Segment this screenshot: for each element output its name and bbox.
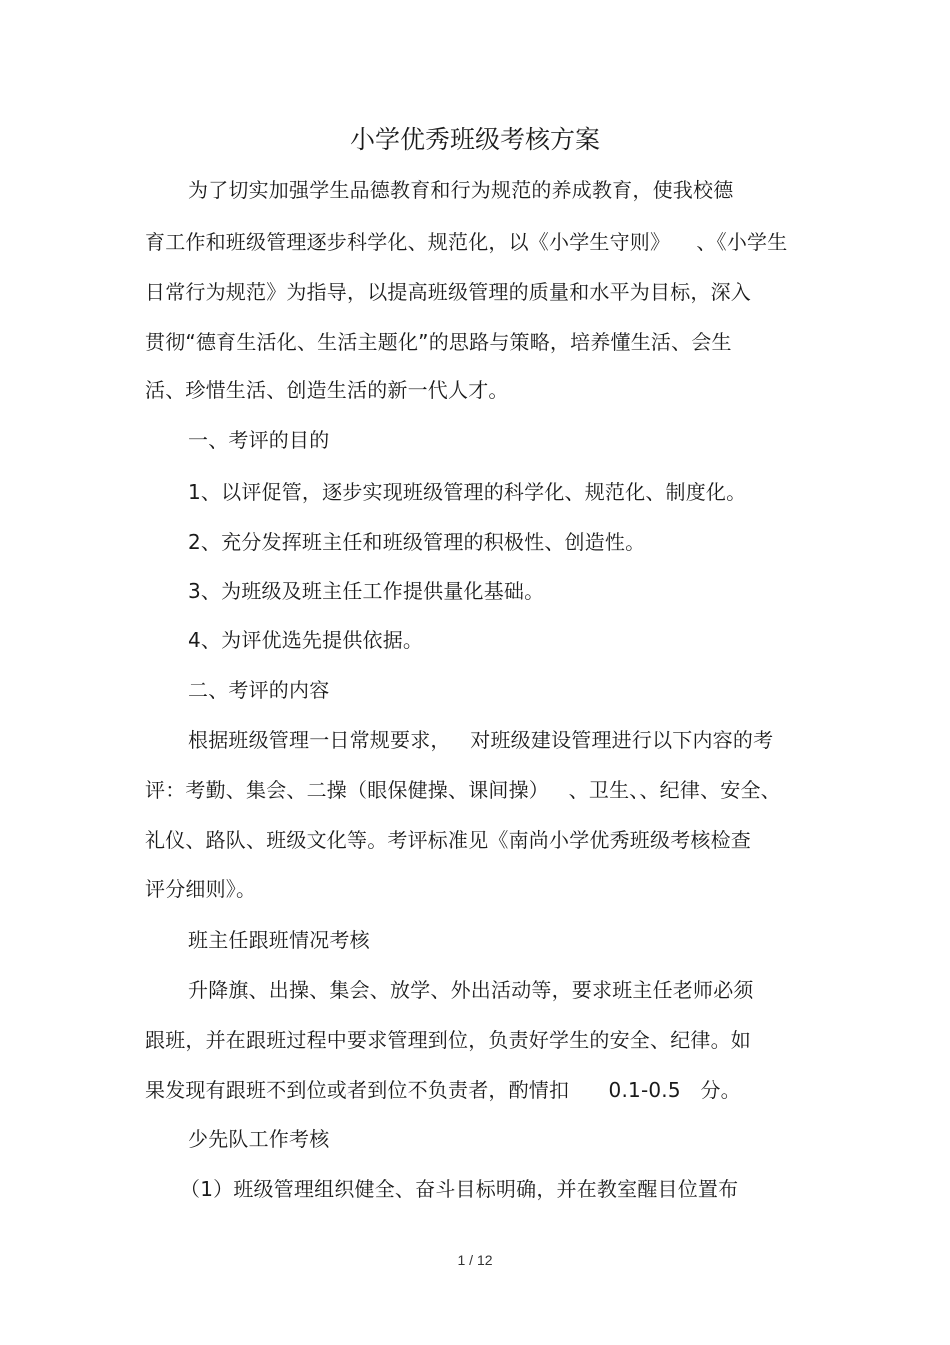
paragraph-line: 跟班，并在跟班过程中要求管理到位，负责好学生的安全、纪律。如: [145, 1028, 751, 1052]
section-heading: 二、考评的内容: [188, 678, 330, 702]
paragraph-line: 评分细则》。: [145, 877, 257, 901]
section-heading: 一、考评的目的: [188, 428, 330, 452]
paragraph-line: 升降旗、出操、集会、放学、外出活动等，要求班主任老师必须: [188, 978, 754, 1002]
list-item: 2、充分发挥班主任和班级管理的积极性、创造性。: [188, 530, 646, 554]
paragraph-line: 果发现有跟班不到位或者到位不负责者，酌情扣 0.1-0.5 分。: [145, 1078, 741, 1102]
list-item: 1、以评促管，逐步实现班级管理的科学化、规范化、制度化。: [188, 480, 747, 504]
document-title: 小学优秀班级考核方案: [349, 125, 600, 154]
list-item: 3、为班级及班主任工作提供量化基础。: [188, 579, 545, 603]
paragraph-line: 育工作和班级管理逐步科学化、规范化，以《小学生守则》 、《小学生: [145, 230, 788, 254]
list-item: 4、为评优选先提供依据。: [188, 628, 424, 652]
paragraph-line: 根据班级管理一日常规要求， 对班级建设管理进行以下内容的考: [188, 728, 774, 752]
paragraph-line: 评：考勤、集会、二操（眼保健操、课间操） 、卫生、、纪律、安全、: [145, 778, 781, 802]
page-number: 1 / 12: [457, 1252, 493, 1268]
paragraph-line: （1）班级管理组织健全、奋斗目标明确，并在教室醒目位置布: [180, 1177, 739, 1201]
paragraph-line: 活、珍惜生活、创造生活的新一代人才。: [145, 378, 509, 402]
paragraph-line: 日常行为规范》为指导，以提高班级管理的质量和水平为目标，深入: [145, 280, 751, 304]
paragraph-line: 为了切实加强学生品德教育和行为规范的养成教育，使我校德: [188, 178, 734, 202]
paragraph-line: 礼仪、路队、班级文化等。考评标准见《南尚小学优秀班级考核检查: [145, 828, 751, 852]
paragraph-line: 贯彻“德育生活化、生活主题化”的思路与策略，培养懂生活、会生: [145, 330, 732, 354]
subsection-heading: 班主任跟班情况考核: [188, 928, 370, 952]
subsection-heading: 少先队工作考核: [188, 1127, 330, 1151]
